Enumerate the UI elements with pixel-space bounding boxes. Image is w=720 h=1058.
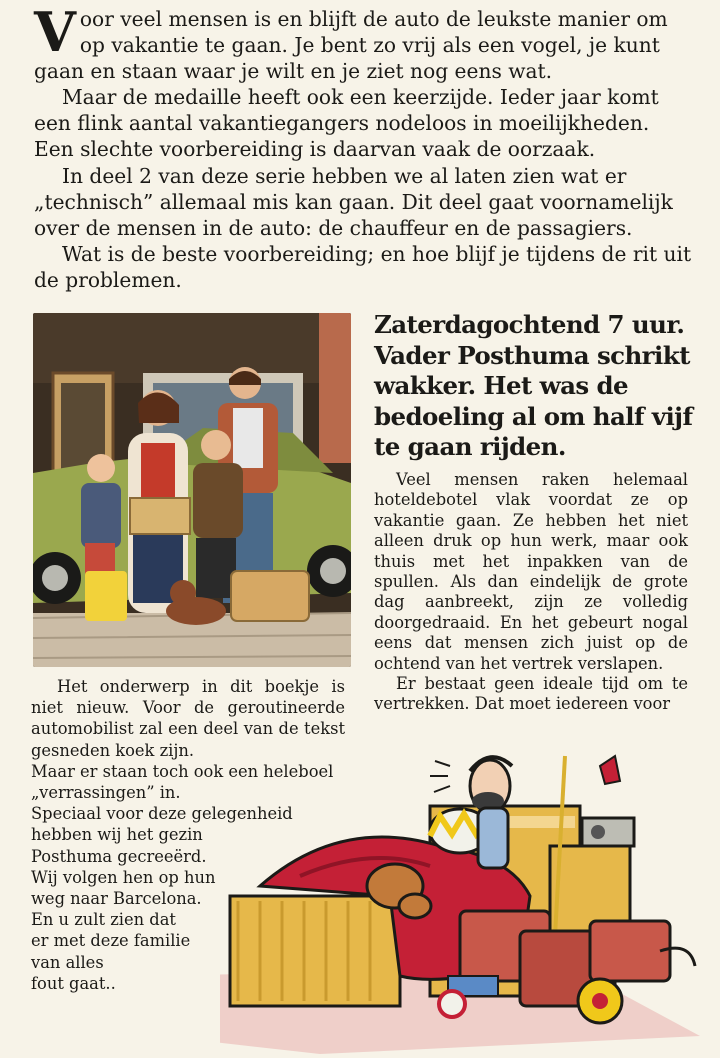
left-line-4: Wij volgen hen op hun xyxy=(31,867,216,887)
left-line-7: er met deze familie xyxy=(31,931,191,951)
left-line-1: Speciaal voor deze gelegenheid xyxy=(31,804,293,824)
intro-paragraph-2: Maar de medaille heeft ook een keerzijde. Ieder jaar komt een flink aantal vakantiegangers nodeloos in moeilijkheden. Een slechte voorbereiding is daarvan vaak de oorzaak. xyxy=(34,85,659,162)
left-line-3: Posthuma gecreeërd. xyxy=(31,846,207,866)
right-column xyxy=(374,470,688,715)
headline: Zaterdagochtend 7 uur. Vader Posthuma schrikt wakker. Het was de bedoeling al om half vijf te gaan rijden. xyxy=(374,310,693,461)
left-line-9: fout gaat.. xyxy=(31,973,116,993)
left-line-5: weg naar Barcelona. xyxy=(31,889,202,909)
intro-paragraph-4: Wat is de beste voorbereiding; en hoe blijf je tijdens de rit uit de problemen. xyxy=(34,241,692,292)
right-paragraph-1: Veel mensen raken helemaal hoteldebotel vlak voordat ze op vakantie gaan. Ze hebben het niet alleen druk op hun werk, maar ook thuis met het inpakken van de spullen. Als dan eindelijk de grote dag aanbreekt, zijn ze volledig doorgedraaid. En het gebeurt nogal eens dat mensen zich juist op de ochtend van het vertrek verslapen. xyxy=(374,470,688,673)
intro-paragraph-1-text: oor veel mensen is en blijft de auto de leukste manier om op vakantie te gaan. Je bent zo vrij als een vogel, je kunt gaan en staan waar je wilt en je ziet nog eens wat. xyxy=(34,7,668,84)
left-paragraph-1: Het onderwerp in dit boekje is niet nieuw. Voor de geroutineerde automobilist zal een deel van de tekst gesneden koek zijn. xyxy=(31,677,345,760)
left-line-2: hebben wij het gezin xyxy=(31,825,203,845)
drop-cap: V xyxy=(34,0,76,64)
intro-paragraph-1 xyxy=(34,0,694,84)
left-paragraph-2: Maar er staan toch ook een heleboel „verrassingen” in. xyxy=(31,761,334,803)
intro-paragraph-3: In deel 2 van deze serie hebben we al laten zien wat er „technisch” allemaal mis kan gaan. Dit deel gaat voornamelijk over de mensen in de auto: de chauffeur en de passagiers. xyxy=(34,163,673,240)
right-paragraph-2: Er bestaat geen ideale tijd om te vertrekken. Dat moet iedereen voor xyxy=(374,674,688,714)
family-photo xyxy=(33,313,351,667)
left-line-6: En u zult zien dat xyxy=(31,910,176,930)
bed-cartoon xyxy=(220,736,720,1054)
left-line-8: van alles xyxy=(31,952,104,972)
intro-text xyxy=(34,0,694,293)
